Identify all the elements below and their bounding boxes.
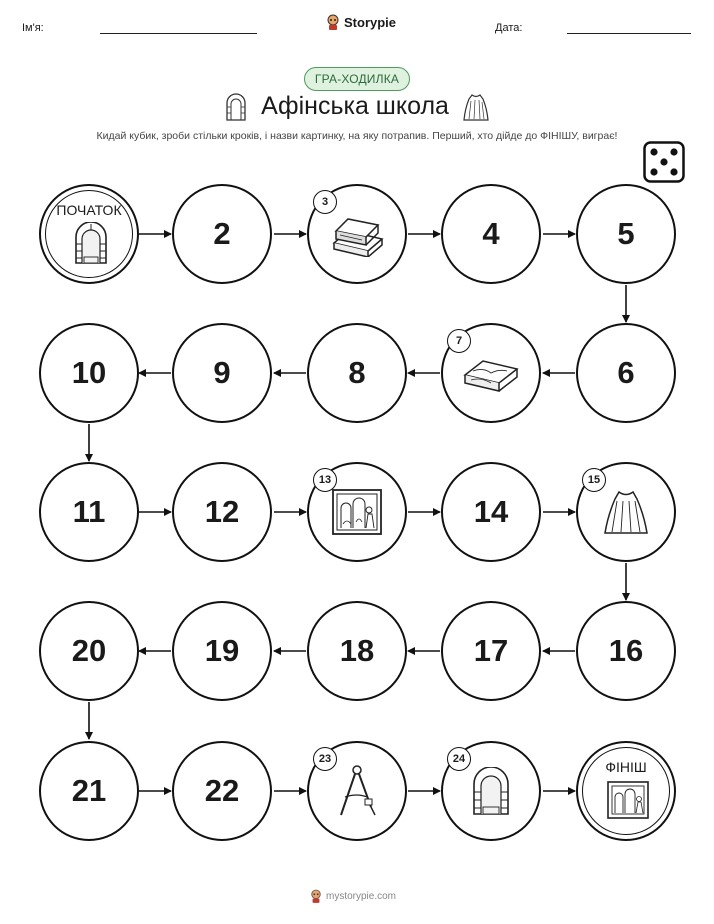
board-cell-21[interactable] — [39, 741, 139, 841]
marble-block-icon — [461, 353, 521, 393]
arch-window-icon — [472, 767, 510, 815]
board-cell-9[interactable] — [172, 323, 272, 423]
board-cell-20[interactable] — [39, 601, 139, 701]
fresco-icon — [331, 488, 383, 536]
board-cell-19[interactable] — [172, 601, 272, 701]
board-cell-22[interactable] — [172, 741, 272, 841]
cell-number: 8 — [348, 355, 366, 390]
board-cell-2[interactable] — [172, 184, 272, 284]
cloak-icon — [603, 489, 649, 535]
cell-number: 21 — [71, 773, 107, 808]
cell-number: 5 — [617, 216, 635, 251]
board-cell-24[interactable] — [441, 741, 541, 841]
arch-window-icon — [74, 222, 108, 264]
cell-badge: 3 — [313, 190, 337, 214]
date-label: Дата: — [495, 22, 523, 34]
cell-number: 22 — [204, 773, 240, 808]
board-cell-4[interactable] — [441, 184, 541, 284]
cell-number: 9 — [213, 355, 231, 390]
fresco-icon — [607, 781, 649, 819]
board-cell-13[interactable] — [307, 462, 407, 562]
board-cell-23[interactable] — [307, 741, 407, 841]
board-cell-18[interactable] — [307, 601, 407, 701]
cell-number: 19 — [204, 633, 240, 668]
cell-number: 16 — [608, 633, 644, 668]
cell-number: 4 — [482, 216, 500, 251]
name-label: Ім'я: — [22, 22, 44, 34]
board-cell-start[interactable] — [39, 184, 139, 284]
instructions: Кидай кубик, зроби стільки кроків, і назви картинку, на яку потрапив. Перший, хто дійде до ФІНІШУ, виграє! — [96, 130, 618, 142]
compass-icon — [335, 763, 379, 819]
books-icon — [328, 211, 386, 257]
board-cell-7[interactable] — [441, 323, 541, 423]
cell-badge: 23 — [313, 747, 337, 771]
board-cell-finish[interactable] — [576, 741, 676, 841]
brand-name: Storypie — [344, 14, 397, 30]
board-cell-6[interactable] — [576, 323, 676, 423]
cell-badge: 24 — [447, 747, 471, 771]
board-cell-10[interactable] — [39, 323, 139, 423]
board-cell-14[interactable] — [441, 462, 541, 562]
cell-number: 2 — [213, 216, 231, 251]
board-cell-12[interactable] — [172, 462, 272, 562]
cell-badge: 13 — [313, 468, 337, 492]
cell-number: 18 — [339, 633, 375, 668]
finish-label: ФІНІШ — [605, 759, 647, 775]
cell-number: 17 — [473, 633, 509, 668]
board-cell-17[interactable] — [441, 601, 541, 701]
storypie-mascot-icon — [310, 889, 322, 903]
cell-number: 14 — [473, 494, 509, 529]
cell-number: 6 — [617, 355, 635, 390]
board-cell-8[interactable] — [307, 323, 407, 423]
board-cell-11[interactable] — [39, 462, 139, 562]
cell-badge: 15 — [582, 468, 606, 492]
board-cell-15[interactable] — [576, 462, 676, 562]
board-cell-16[interactable] — [576, 601, 676, 701]
start-label: ПОЧАТОК — [56, 202, 122, 218]
footer — [310, 889, 396, 903]
game-type-badge: ГРА-ХОДИЛКА — [304, 67, 410, 91]
cell-number: 20 — [71, 633, 107, 668]
cell-number: 12 — [204, 494, 240, 529]
board-cell-3[interactable] — [307, 184, 407, 284]
cell-number: 10 — [71, 355, 107, 390]
page-title: Афінська школа — [261, 92, 449, 120]
cell-badge: 7 — [447, 329, 471, 353]
cell-number: 11 — [72, 494, 106, 529]
footer-site[interactable]: mystorypie.com — [326, 890, 397, 902]
board-cell-5[interactable] — [576, 184, 676, 284]
